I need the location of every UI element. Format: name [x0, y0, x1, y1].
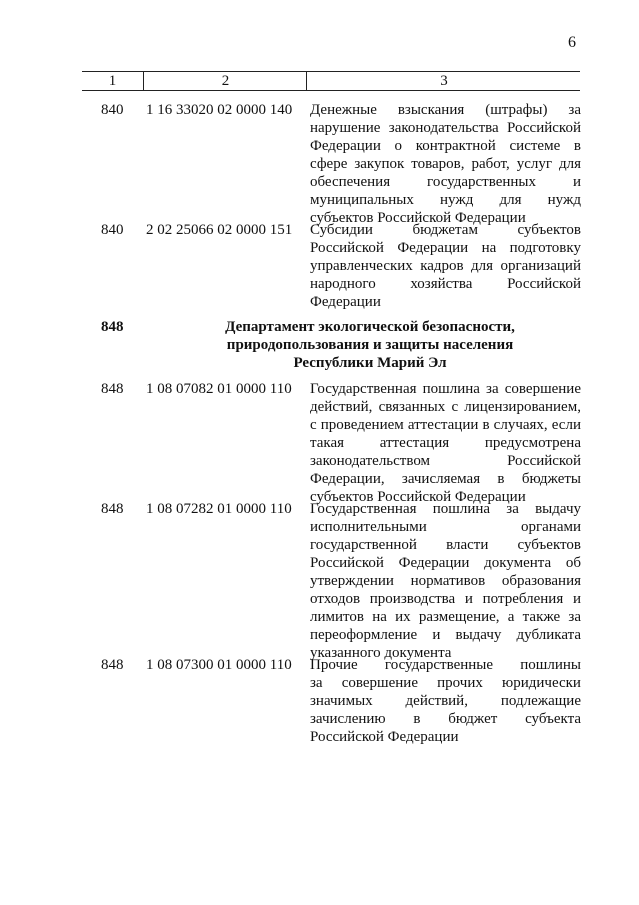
page-number: 6	[568, 34, 576, 51]
description-line: действий, связанных с лицензированием,	[310, 399, 581, 415]
description-line: Российской Федерации документа об	[310, 555, 581, 571]
description-line: Денежные взыскания (штрафы) за	[310, 102, 581, 118]
revenue-description	[310, 380, 581, 506]
admin-code: 848	[101, 381, 124, 397]
table-header-col-1: 1	[108, 73, 117, 89]
revenue-code: 1 08 07282 01 0000 110	[146, 501, 292, 517]
description-line: Федерации	[310, 294, 381, 310]
description-line: Государственная пошлина за совершение	[310, 381, 581, 397]
admin-code: 840	[101, 222, 124, 238]
description-line: Прочие государственные пошлины	[310, 657, 581, 673]
description-line: переоформление и выдачу дубликата	[310, 627, 581, 643]
department-title	[160, 318, 580, 372]
revenue-code: 1 08 07300 01 0000 110	[146, 657, 292, 673]
description-line: указанного документа	[310, 645, 452, 661]
department-title-line: Департамент экологической безопасности,	[225, 319, 515, 335]
description-line: зачислению в бюджет субъекта	[310, 711, 581, 727]
description-line: Субсидии бюджетам субъектов	[310, 222, 581, 238]
description-line: Российской Федерации	[310, 729, 459, 745]
description-line: нарушение законодательства Российской	[310, 120, 581, 136]
description-line: исполнительными органами	[310, 519, 581, 535]
table-header-row	[82, 71, 580, 91]
revenue-code: 2 02 25066 02 0000 151	[146, 222, 293, 238]
revenue-code: 1 16 33020 02 0000 140	[146, 102, 293, 118]
description-line: муниципальных нужд для нужд	[310, 192, 581, 208]
revenue-description	[310, 500, 581, 662]
description-line: Федерации о контрактной системе в	[310, 138, 581, 154]
description-line: законодательством Российской	[310, 453, 581, 469]
admin-code: 848	[101, 501, 124, 517]
revenue-code: 1 08 07082 01 0000 110	[146, 381, 292, 397]
description-line: сфере закупок товаров, работ, услуг для	[310, 156, 581, 172]
description-line: субъектов Российской Федерации	[310, 210, 526, 226]
department-admin-code: 848	[101, 319, 124, 335]
revenue-description	[310, 221, 581, 311]
table-header-col-2: 2	[143, 72, 307, 90]
department-title-line: Республики Марий Эл	[293, 355, 447, 371]
description-line: субъектов Российской Федерации	[310, 489, 526, 505]
description-line: Российской Федерации на подготовку	[310, 240, 581, 256]
table-header-col-3: 3	[306, 72, 581, 90]
description-line: лимитов на их размещение, а также за	[310, 609, 581, 625]
description-line: значимых действий, подлежащие	[310, 693, 581, 709]
description-line: такая аттестация предусмотрена	[310, 435, 581, 451]
department-title-line: природопользования и защиты населения	[226, 337, 514, 353]
description-line: народного хозяйства Российской	[310, 276, 581, 292]
description-line: отходов производства и потребления и	[310, 591, 581, 607]
admin-code: 848	[101, 657, 124, 673]
revenue-description	[310, 656, 581, 746]
description-line: Федерации, зачисляемая в бюджеты	[310, 471, 581, 487]
admin-code: 840	[101, 102, 124, 118]
revenue-description	[310, 101, 581, 227]
description-line: государственной власти субъектов	[310, 537, 581, 553]
description-line: управленческих кадров для организаций	[310, 258, 581, 274]
description-line: утверждении нормативов образования	[310, 573, 581, 589]
description-line: обеспечения государственных и	[310, 174, 581, 190]
description-line: за совершение прочих юридически	[310, 675, 581, 691]
description-line: Государственная пошлина за выдачу	[310, 501, 581, 517]
description-line: с проведением аттестации в случаях, если	[310, 417, 581, 433]
